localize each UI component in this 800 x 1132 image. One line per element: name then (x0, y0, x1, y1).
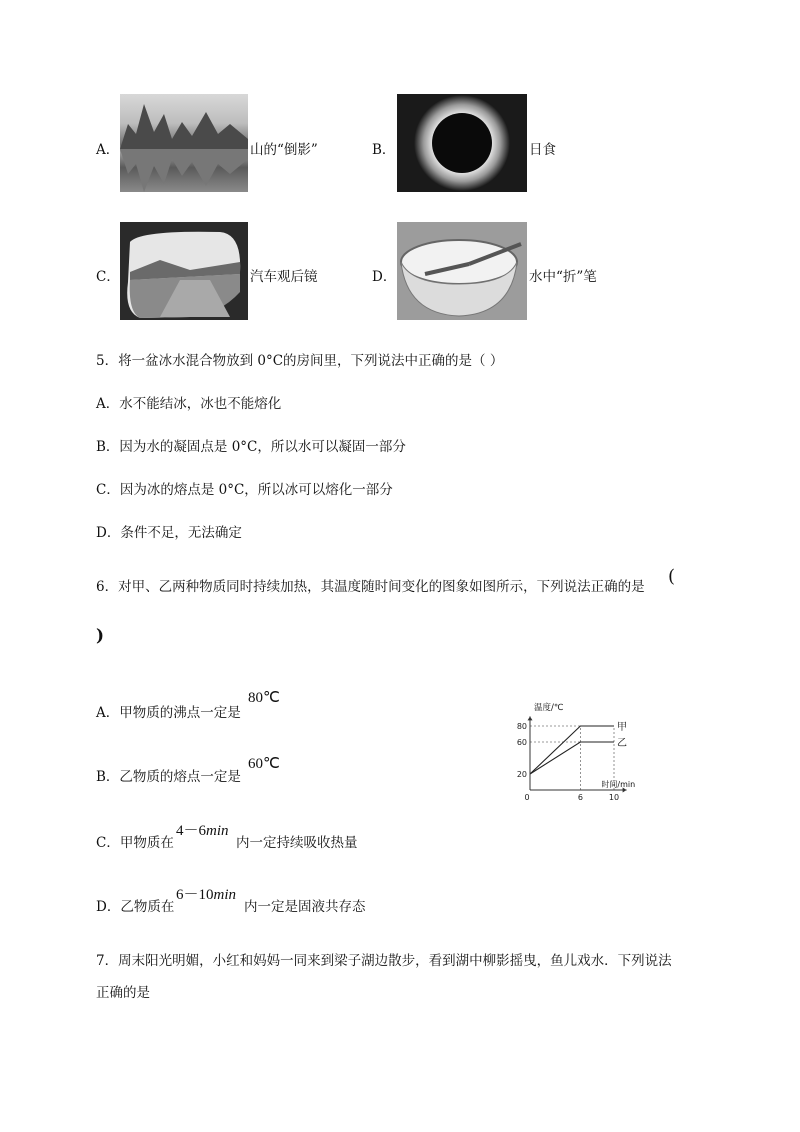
y-axis-title: 温度/℃ (534, 703, 564, 713)
option-caption: 水中“折”笔 (529, 269, 597, 285)
option-text: D．乙物质在 (96, 899, 175, 915)
option-caption: 日食 (529, 142, 556, 158)
series-label: 乙 (617, 738, 627, 749)
option-letter: B． (372, 142, 396, 158)
close-paren: ) (96, 626, 105, 646)
x-axis-title: 时间/min (601, 780, 636, 789)
question-5-stem: 5．将一盆冰水混合物放到 0°C的房间里，下列说法中正确的是（ ） (96, 353, 504, 369)
series-label: 甲 (617, 722, 627, 733)
y-tick-label: 60 (516, 738, 527, 747)
y-tick-label: 80 (516, 722, 527, 731)
option-math: 60℃ (248, 756, 280, 772)
option-text: 内一定持续吸收热量 (236, 835, 358, 851)
question-7-stem-line-2: 正确的是 (96, 985, 150, 1001)
option-math: 6－10min (176, 887, 237, 903)
option-text: C．甲物质在 (96, 835, 174, 851)
option-text: B．乙物质的熔点一定是 (96, 769, 241, 785)
question-5-option-a[interactable]: A．水不能结冰，冰也不能熔化 (96, 396, 282, 412)
option-caption: 山的“倒影” (250, 142, 318, 158)
open-paren: ( (668, 566, 676, 587)
y-axis-arrow (528, 716, 533, 720)
temperature-time-chart (508, 700, 668, 804)
x-tick-label: 10 (608, 793, 620, 802)
y-tick-label: 20 (516, 770, 527, 779)
question-5-option-b[interactable]: B．因为水的凝固点是 0°C，所以水可以凝固一部分 (96, 439, 406, 455)
solar-eclipse-image (397, 94, 527, 192)
x-tick-label: 6 (577, 793, 583, 802)
bent-pen-in-water-image (397, 222, 527, 320)
option-caption: 汽车观后镜 (250, 269, 318, 285)
mountain-reflection-image (120, 94, 248, 192)
option-text: 内一定是固液共存态 (244, 899, 366, 915)
question-7-stem-line-1: 7．周末阳光明媚，小红和妈妈一同来到梁子湖边散步，看到湖中柳影摇曳，鱼儿戏水．下列说法 (96, 953, 672, 969)
option-text: A．甲物质的沸点一定是 (96, 705, 241, 721)
question-6-stem: 6．对甲、乙两种物质同时持续加热，其温度随时间变化的图象如图所示，下列说法正确的是 (96, 579, 645, 595)
series-line (530, 742, 614, 774)
option-math: 80℃ (248, 690, 280, 706)
series-line (530, 726, 614, 774)
option-letter: C． (96, 269, 120, 285)
x-tick-label: 0 (524, 793, 530, 802)
car-mirror-image (120, 222, 248, 320)
option-math: 4－6min (176, 823, 229, 839)
option-letter: A． (96, 142, 120, 158)
question-5-option-c[interactable]: C．因为冰的熔点是 0°C，所以冰可以熔化一部分 (96, 482, 393, 498)
question-5-option-d[interactable]: D．条件不足，无法确定 (96, 525, 242, 541)
option-letter: D． (372, 269, 397, 285)
